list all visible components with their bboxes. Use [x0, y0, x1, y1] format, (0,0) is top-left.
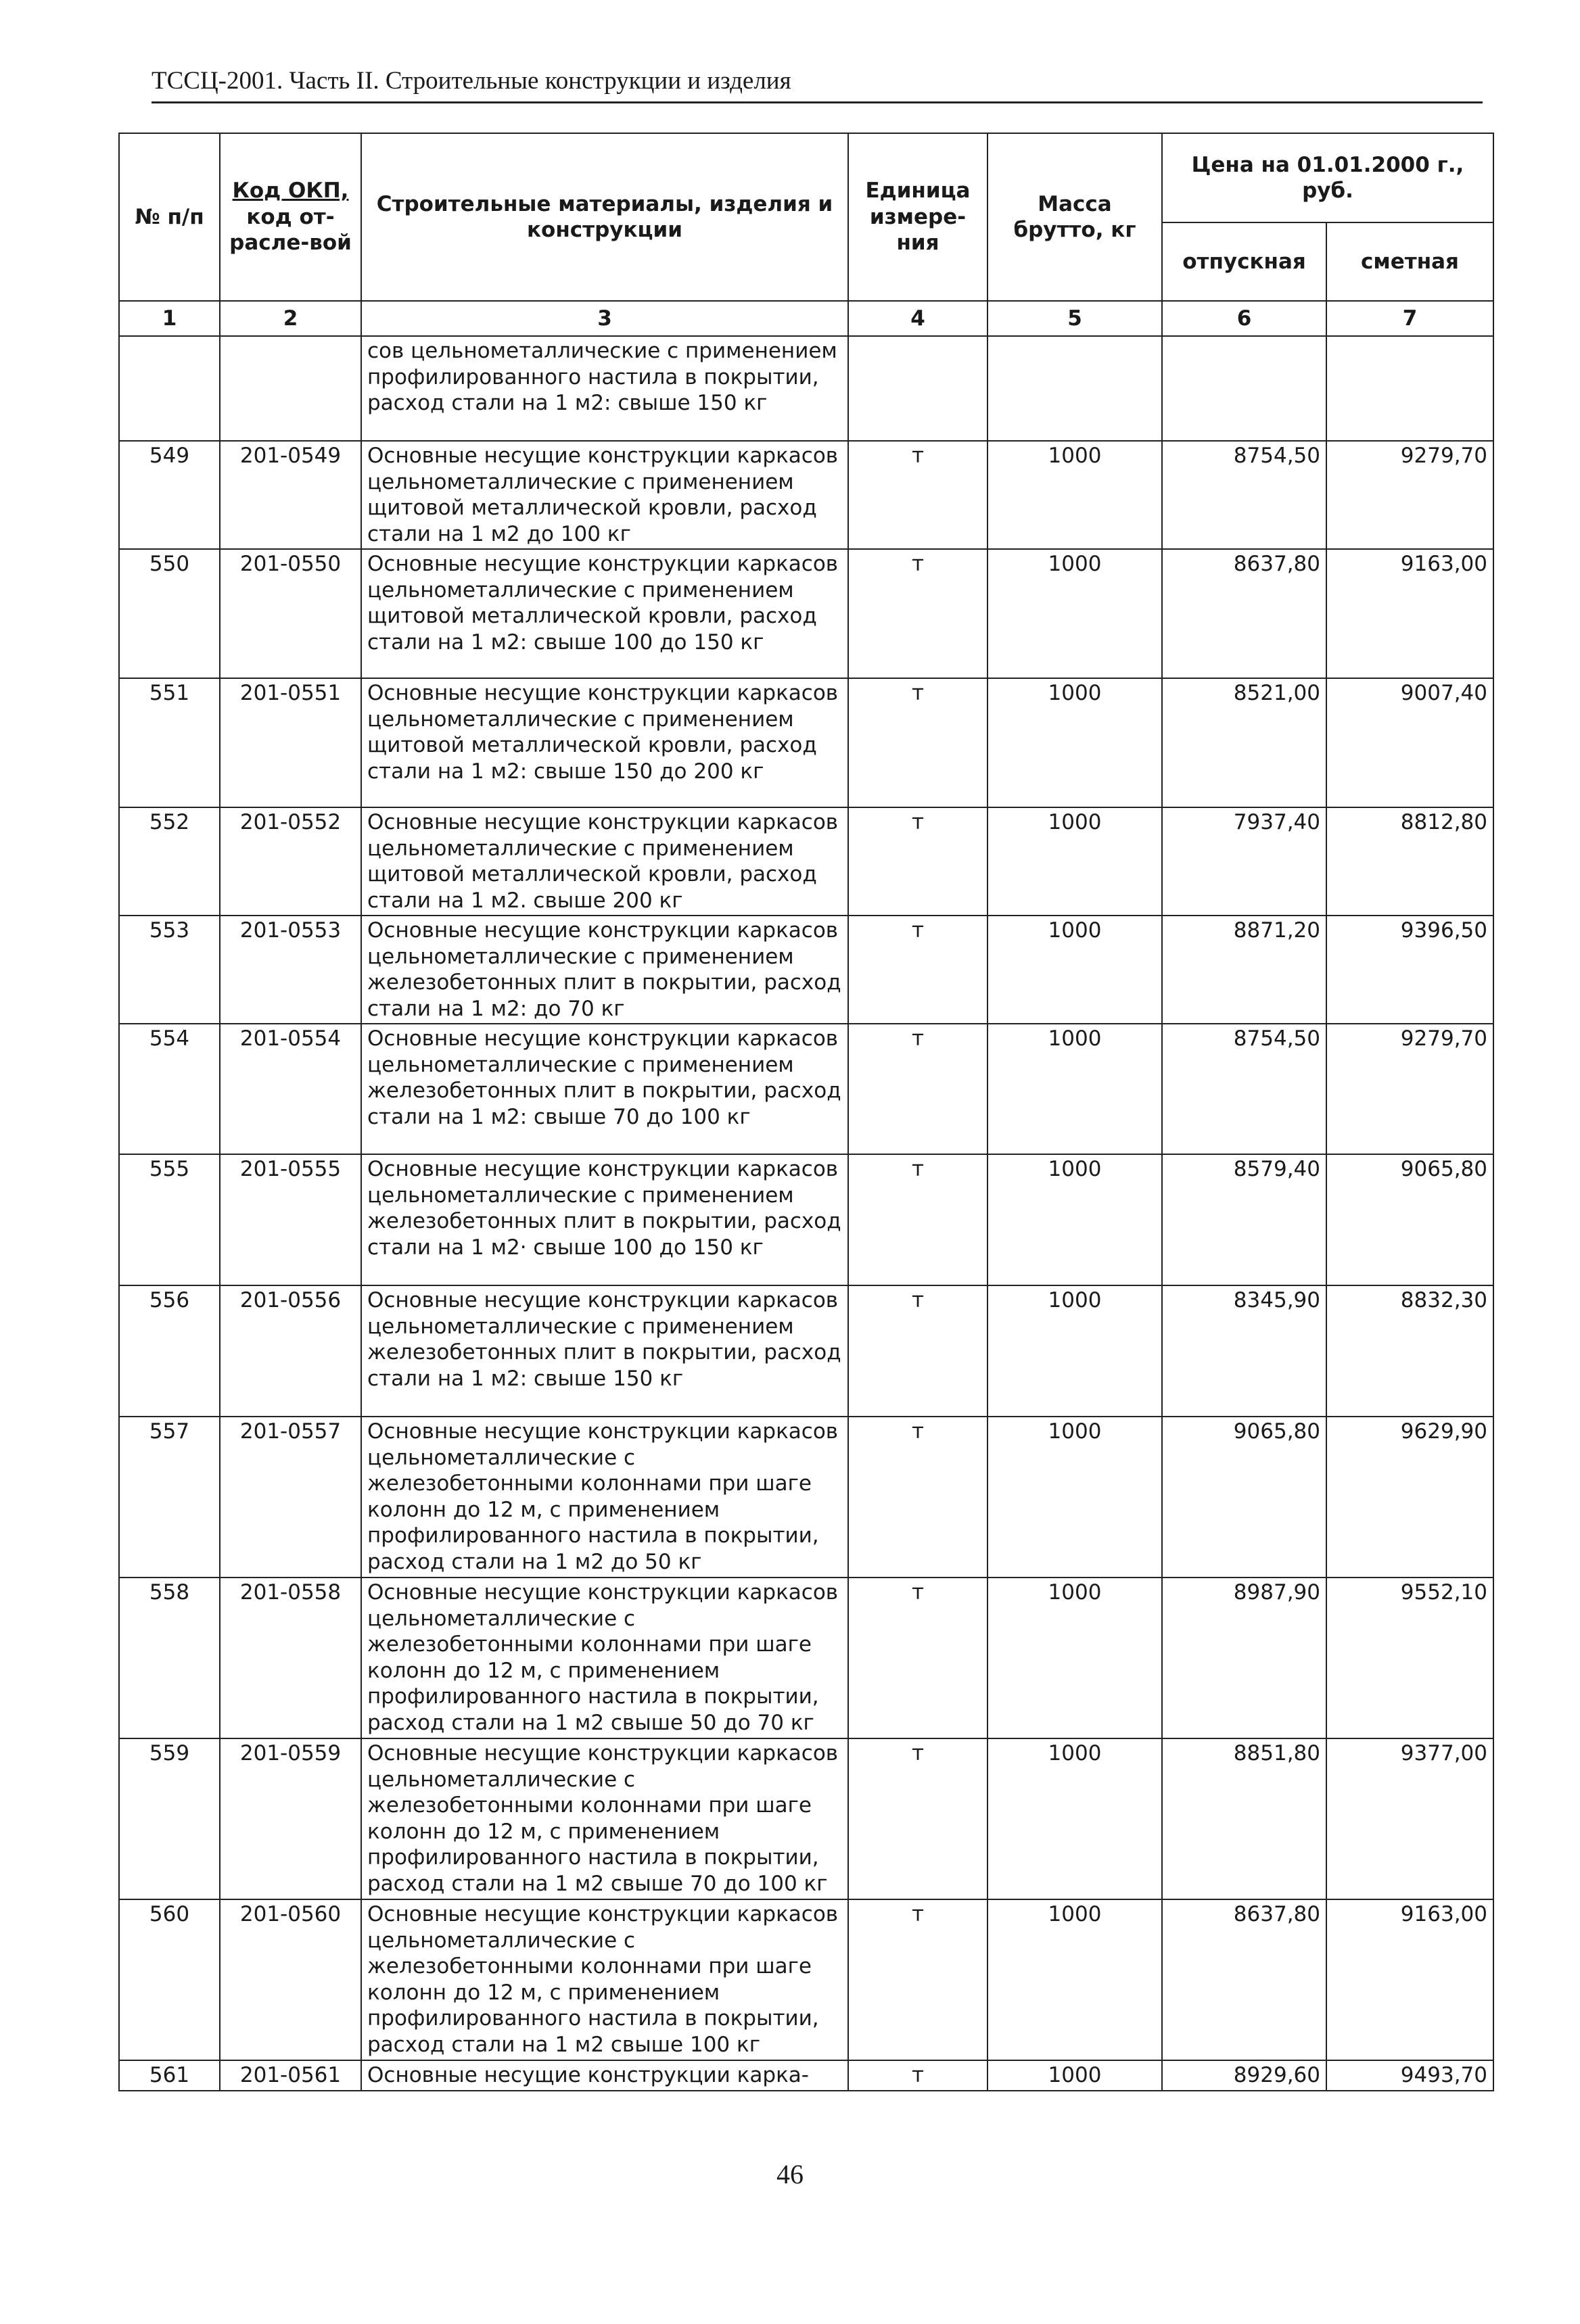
- header-materials: Строительные материалы, изделия и конструкции: [361, 133, 848, 301]
- row-price-release: 9065,80: [1162, 1417, 1326, 1578]
- row-price-estimate: 9279,70: [1326, 441, 1493, 549]
- row-description: Основные несущие конструкции каркасов цельнометаллические с применением железобетонных плит в покрытии, расход стали на 1 м2· свыше 100 до 150 кг: [361, 1154, 848, 1285]
- row-price-release: 8345,90: [1162, 1285, 1326, 1417]
- row-price-release: 8521,00: [1162, 678, 1326, 807]
- row-unit: т: [848, 916, 988, 1024]
- price-table: [118, 133, 1494, 2091]
- row-mass: 1000: [988, 1285, 1162, 1417]
- table-row: [119, 1738, 1493, 1899]
- row-description: Основные несущие конструкции каркасов цельнометаллические с применением железобетонных плит в покрытии, расход стали на 1 м2: до 70 кг: [361, 916, 848, 1024]
- row-mass: 1000: [988, 549, 1162, 678]
- row-code: 201-0559: [220, 1738, 361, 1899]
- header-code-branch: код от-расле-вой: [229, 204, 352, 256]
- row-mass: 1000: [988, 1578, 1162, 1738]
- row-description: Основные несущие конструкции каркасов цельнометаллические с железобетонными колоннами при шаге колонн до 12 м, с применением профилированного настила в покрытии, расход стали на 1 м2 свыше 100 кг: [361, 1899, 848, 2060]
- column-number: 4: [848, 301, 988, 336]
- row-code: 201-0549: [220, 441, 361, 549]
- row-number: 556: [119, 1285, 220, 1417]
- header-num: № п/п: [119, 133, 220, 301]
- row-number: 557: [119, 1417, 220, 1578]
- row-code: 201-0553: [220, 916, 361, 1024]
- row-price-estimate: 9163,00: [1326, 549, 1493, 678]
- continuation-row: [119, 336, 1493, 441]
- column-number: 5: [988, 301, 1162, 336]
- row-code: 201-0561: [220, 2060, 361, 2091]
- row-unit: т: [848, 1154, 988, 1285]
- row-number: 551: [119, 678, 220, 807]
- row-number: 549: [119, 441, 220, 549]
- row-unit: т: [848, 1024, 988, 1154]
- column-number: 6: [1162, 301, 1326, 336]
- row-price-release: 8987,90: [1162, 1578, 1326, 1738]
- row-unit: т: [848, 1285, 988, 1417]
- table-row: [119, 1024, 1493, 1154]
- row-description: Основные несущие конструкции каркасов цельнометаллические с применением щитовой металлической кровли, расход стали на 1 м2 до 100 кг: [361, 441, 848, 549]
- row-price-release: 8579,40: [1162, 1154, 1326, 1285]
- row-price-estimate: 9493,70: [1326, 2060, 1493, 2091]
- table-row: [119, 441, 1493, 549]
- row-price-release: 8754,50: [1162, 1024, 1326, 1154]
- row-description: Основные несущие конструкции каркасов цельнометаллические с железобетонными колоннами при шаге колонн до 12 м, с применением профилированного настила в покрытии, расход стали на 1 м2 до 50 кг: [361, 1417, 848, 1578]
- row-unit: т: [848, 1578, 988, 1738]
- table-row: [119, 549, 1493, 678]
- row-mass: 1000: [988, 1417, 1162, 1578]
- table-row: [119, 1417, 1493, 1578]
- header-code: [220, 133, 361, 301]
- header-price-estimate: сметная: [1326, 222, 1493, 301]
- row-price-estimate: 9065,80: [1326, 1154, 1493, 1285]
- column-number: 2: [220, 301, 361, 336]
- header-code-okp: Код ОКП,: [232, 179, 349, 204]
- table-row: [119, 2060, 1493, 2091]
- row-description: Основные несущие конструкции каркасов цельнометаллические с применением железобетонных плит в покрытии, расход стали на 1 м2: свыше 70 до 100 кг: [361, 1024, 848, 1154]
- row-code: 201-0555: [220, 1154, 361, 1285]
- row-mass: 1000: [988, 441, 1162, 549]
- column-number: 3: [361, 301, 848, 336]
- table-row: [119, 1899, 1493, 2060]
- row-number: 559: [119, 1738, 220, 1899]
- row-price-estimate: 9007,40: [1326, 678, 1493, 807]
- row-description: Основные несущие конструкции каркасов цельнометаллические с железобетонными колоннами при шаге колонн до 12 м, с применением профилированного настила в покрытии, расход стали на 1 м2 свыше 50 до 70 кг: [361, 1578, 848, 1738]
- row-mass: 1000: [988, 1154, 1162, 1285]
- row-description: Основные несущие конструкции каркасов цельнометаллические с применением щитовой металлической кровли, расход стали на 1 м2: свыше 100 до 150 кг: [361, 549, 848, 678]
- row-number: 560: [119, 1899, 220, 2060]
- row-unit: т: [848, 1738, 988, 1899]
- row-price-release: 8637,80: [1162, 549, 1326, 678]
- row-code: 201-0554: [220, 1024, 361, 1154]
- table-row: [119, 807, 1493, 916]
- header-price-release: отпускная: [1162, 222, 1326, 301]
- row-price-estimate: 9163,00: [1326, 1899, 1493, 2060]
- row-price-estimate: 9552,10: [1326, 1578, 1493, 1738]
- row-price-release: 7937,40: [1162, 807, 1326, 916]
- table-row: [119, 916, 1493, 1024]
- table-body: [119, 336, 1493, 2091]
- row-mass: 1000: [988, 1024, 1162, 1154]
- row-unit: т: [848, 549, 988, 678]
- row-price-estimate: 8812,80: [1326, 807, 1493, 916]
- row-description: Основные несущие конструкции карка-: [361, 2060, 848, 2091]
- row-description: Основные несущие конструкции каркасов цельнометаллические с применением железобетонных плит в покрытии, расход стали на 1 м2: свыше 150 кг: [361, 1285, 848, 1417]
- row-mass: 1000: [988, 2060, 1162, 2091]
- column-number: 7: [1326, 301, 1493, 336]
- row-unit: т: [848, 2060, 988, 2091]
- row-unit: т: [848, 1899, 988, 2060]
- row-number: 558: [119, 1578, 220, 1738]
- row-number: 554: [119, 1024, 220, 1154]
- table-row: [119, 678, 1493, 807]
- row-price-release: 8754,50: [1162, 441, 1326, 549]
- row-number: 561: [119, 2060, 220, 2091]
- row-price-estimate: 9629,90: [1326, 1417, 1493, 1578]
- row-number: 555: [119, 1154, 220, 1285]
- continuation-description: сов цельнометаллические с применением профилированного настила в покрытии, расход стали на 1 м2: свыше 150 кг: [361, 336, 848, 441]
- row-unit: т: [848, 807, 988, 916]
- row-code: 201-0551: [220, 678, 361, 807]
- row-price-estimate: 9377,00: [1326, 1738, 1493, 1899]
- column-number: 1: [119, 301, 220, 336]
- page-number: 46: [776, 2159, 804, 2189]
- row-code: 201-0550: [220, 549, 361, 678]
- row-description: Основные несущие конструкции каркасов цельнометаллические с железобетонными колоннами при шаге колонн до 12 м, с применением профилированного настила в покрытии, расход стали на 1 м2 свыше 70 до 100 кг: [361, 1738, 848, 1899]
- column-number-row: [119, 301, 1493, 336]
- row-number: 550: [119, 549, 220, 678]
- row-mass: 1000: [988, 916, 1162, 1024]
- row-price-estimate: 9279,70: [1326, 1024, 1493, 1154]
- table-row: [119, 1285, 1493, 1417]
- header-price-group: Цена на 01.01.2000 г., руб.: [1162, 133, 1493, 222]
- row-number: 553: [119, 916, 220, 1024]
- row-mass: 1000: [988, 1899, 1162, 2060]
- row-mass: 1000: [988, 807, 1162, 916]
- table-header: [119, 133, 1493, 336]
- row-price-release: 8637,80: [1162, 1899, 1326, 2060]
- row-mass: 1000: [988, 1738, 1162, 1899]
- row-code: 201-0556: [220, 1285, 361, 1417]
- header-unit: Единица измере-ния: [848, 133, 988, 301]
- row-unit: т: [848, 441, 988, 549]
- row-price-release: 8871,20: [1162, 916, 1326, 1024]
- row-code: 201-0552: [220, 807, 361, 916]
- row-unit: т: [848, 678, 988, 807]
- table-row: [119, 1578, 1493, 1738]
- row-description: Основные несущие конструкции каркасов цельнометаллические с применением щитовой металлической кровли, расход стали на 1 м2: свыше 150 до 200 кг: [361, 678, 848, 807]
- table-row: [119, 1154, 1493, 1285]
- row-price-release: 8851,80: [1162, 1738, 1326, 1899]
- row-code: 201-0557: [220, 1417, 361, 1578]
- document-header: ТССЦ-2001. Часть II. Строительные конструкции и изделия: [152, 66, 1483, 103]
- row-price-estimate: 8832,30: [1326, 1285, 1493, 1417]
- row-description: Основные несущие конструкции каркасов цельнометаллические с применением щитовой металлической кровли, расход стали на 1 м2. свыше 200 кг: [361, 807, 848, 916]
- row-code: 201-0560: [220, 1899, 361, 2060]
- row-mass: 1000: [988, 678, 1162, 807]
- row-price-release: 8929,60: [1162, 2060, 1326, 2091]
- header-mass: Масса брутто, кг: [988, 133, 1162, 301]
- row-price-estimate: 9396,50: [1326, 916, 1493, 1024]
- row-code: 201-0558: [220, 1578, 361, 1738]
- row-unit: т: [848, 1417, 988, 1578]
- row-number: 552: [119, 807, 220, 916]
